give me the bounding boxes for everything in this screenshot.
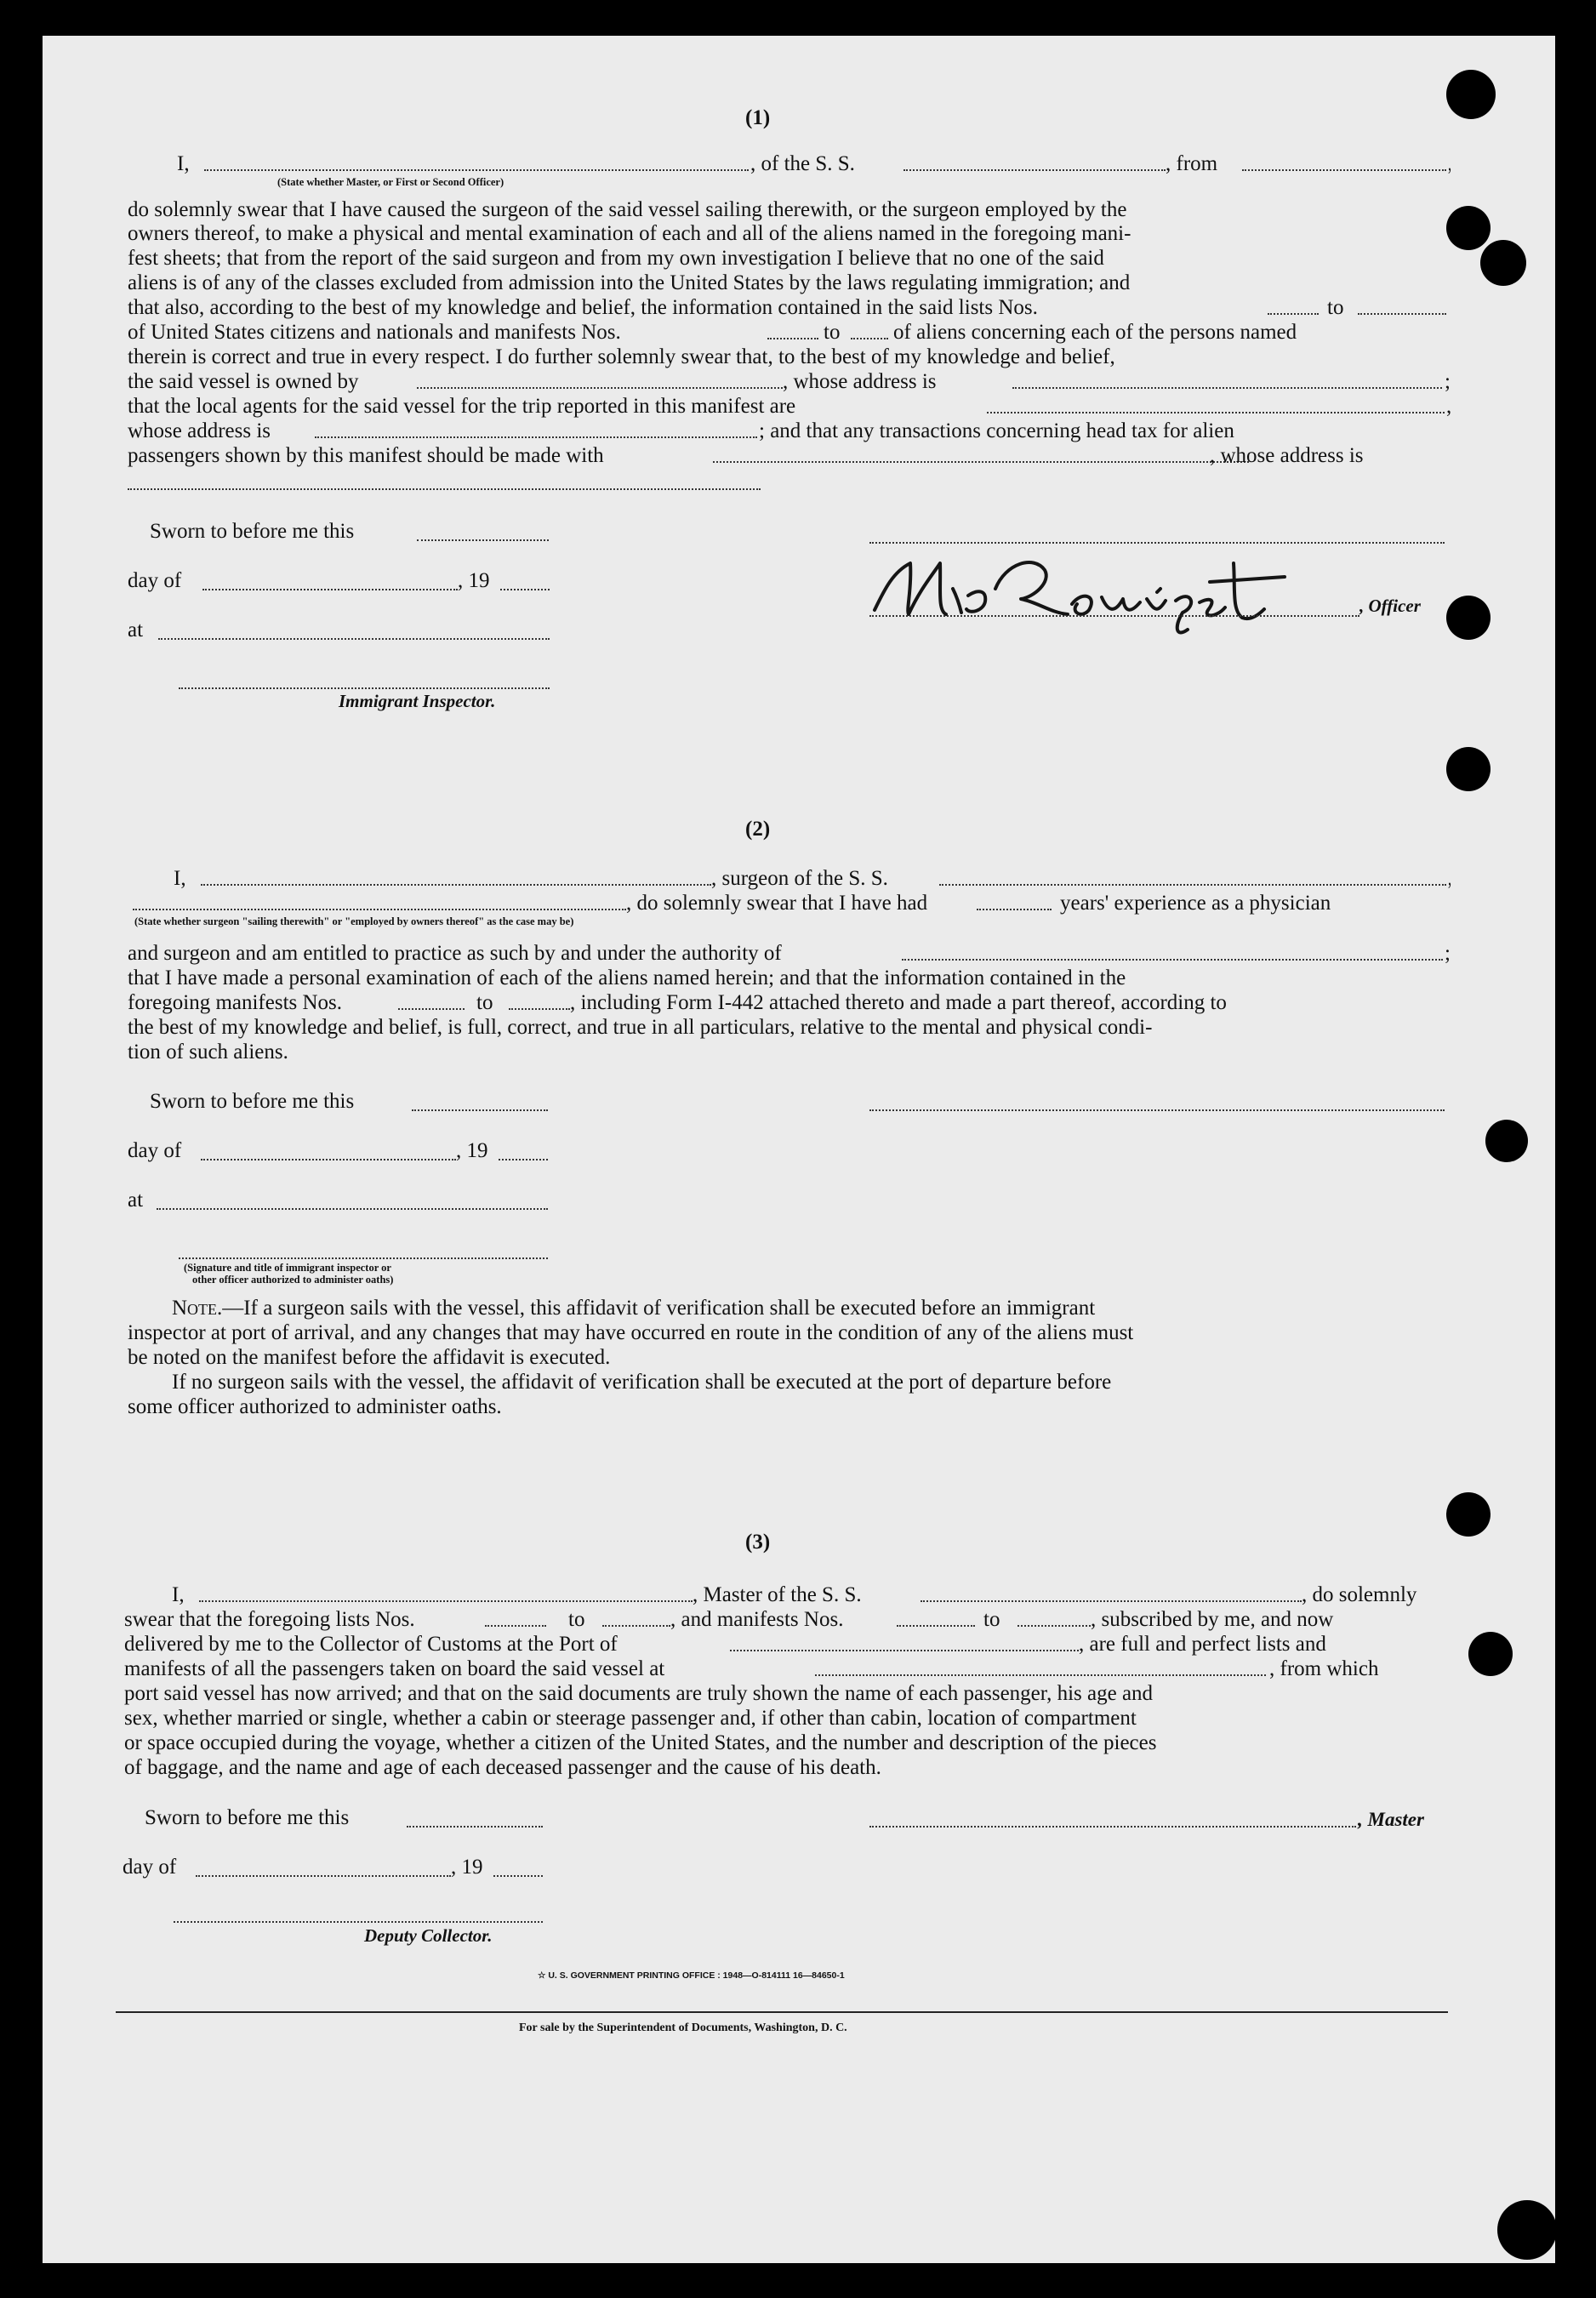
master-label: , Master — [1358, 1809, 1424, 1830]
deputy-collector-label: Deputy Collector. — [364, 1925, 493, 1946]
s3-do-solemnly: , do solemnly — [1302, 1583, 1417, 1606]
s1-sworn: Sworn to before me this — [150, 520, 355, 543]
head-tax-address-field[interactable] — [128, 488, 761, 490]
head-tax-party-field[interactable] — [713, 461, 1249, 463]
s1-line-12a: passengers shown by this manifest should be made with — [128, 444, 604, 467]
punch-hole — [1446, 206, 1491, 250]
from-port-field[interactable] — [1242, 169, 1446, 171]
s3-line-3a: delivered by me to the Collector of Customs at the Port of — [124, 1633, 618, 1656]
officer-name-field[interactable] — [204, 169, 749, 171]
s3-line-6: sex, whether married or single, whether a cabin or steerage passenger and, if other than cabin, location of compartment — [124, 1707, 1137, 1730]
master-signature-line[interactable] — [869, 1826, 1356, 1828]
officer-label: , Officer — [1359, 596, 1421, 616]
s3-line-2a: swear that the foregoing lists Nos. — [124, 1608, 415, 1631]
s1-from: , from — [1166, 152, 1218, 175]
s1-line-10b: , — [1446, 395, 1452, 418]
port-field[interactable] — [730, 1650, 1079, 1651]
for-sale-line: For sale by the Superintendent of Documents, Washington, D. C. — [519, 2021, 847, 2034]
lists-from-field[interactable] — [1268, 313, 1319, 315]
s2-vessel-field[interactable] — [939, 884, 1446, 886]
s2-manifests-to-field[interactable] — [509, 1008, 570, 1010]
s2-inspector-signature-line[interactable] — [179, 1257, 548, 1259]
s1-line-9b: , whose address is — [783, 370, 937, 393]
s3-line-4a: manifests of all the passengers taken on board the said vessel at — [124, 1657, 665, 1680]
s2-line-2b: years' experience as a physician — [1060, 892, 1331, 915]
s1-line-9a: the said vessel is owned by — [128, 370, 359, 393]
s1-line-10a: that the local agents for the said vessel for the trip reported in this manifest are — [128, 395, 796, 418]
lists-to-field[interactable] — [1358, 313, 1446, 315]
s1-line-11a: whose address is — [128, 419, 271, 442]
s3-sworn: Sworn to before me this — [145, 1806, 350, 1829]
manifests-from-field[interactable] — [767, 338, 818, 339]
surgeon-name-field[interactable] — [201, 884, 711, 886]
officer-signature-image — [859, 529, 1336, 640]
surgeon-status-field[interactable] — [133, 909, 626, 910]
section-1-number: (1) — [745, 106, 771, 129]
s2-year-field[interactable] — [499, 1159, 548, 1160]
s1-line-7-to: to — [824, 321, 841, 344]
s3-manifests-to-field[interactable] — [1017, 1625, 1091, 1627]
note-line-3: be noted on the manifest before the affidavit is executed. — [128, 1346, 611, 1369]
s1-inspector-signature-line[interactable] — [179, 687, 550, 689]
section-3-number: (3) — [745, 1531, 771, 1554]
s1-line-7a: of United States citizens and nationals and manifests Nos. — [128, 321, 621, 344]
s2-manifests-from-field[interactable] — [398, 1008, 465, 1010]
s1-of-ss: , of the S. S. — [750, 152, 855, 175]
officer-title-note: (State whether Master, or First or Second Officer) — [277, 176, 504, 188]
s3-manifests-from-field[interactable] — [897, 1625, 975, 1627]
s2-sworn-date-field[interactable] — [412, 1109, 548, 1111]
s1-line-7c: of aliens concerning each of the persons named — [893, 321, 1297, 344]
note-heading: Note. — [172, 1297, 223, 1320]
note-line-4: If no surgeon sails with the vessel, the affidavit of verification shall be executed at the port of departure before — [172, 1371, 1112, 1394]
s2-place-field[interactable] — [157, 1208, 548, 1210]
s1-line-9c: ; — [1445, 370, 1451, 393]
s1-line-5: aliens is of any of the classes excluded from admission into the United States by the laws regulating immigration; and — [128, 271, 1131, 294]
s1-at: at — [128, 619, 144, 642]
s3-month-field[interactable] — [196, 1875, 451, 1877]
s1-line-1-i: I, — [177, 152, 190, 175]
s2-line-2a: , do solemnly swear that I have had — [626, 892, 928, 915]
manifests-to-field[interactable] — [851, 338, 888, 339]
s2-line-5a: foregoing manifests Nos. — [128, 991, 343, 1014]
s3-year: , 19 — [451, 1856, 483, 1879]
form-sheet — [43, 36, 1555, 2263]
footer-rule — [116, 2011, 1448, 2013]
s1-line-8: therein is correct and true in every respect. I do further solemnly swear that, to the best of my knowledge and belief, — [128, 345, 1115, 368]
owner-address-field[interactable] — [1012, 387, 1442, 389]
owner-field[interactable] — [417, 387, 783, 389]
agents-address-field[interactable] — [315, 436, 757, 438]
note-text-1: —If a surgeon sails with the vessel, this affidavit of verification shall be executed before an immigrant — [222, 1297, 1096, 1320]
punch-hole — [1446, 1492, 1491, 1537]
years-experience-field[interactable] — [977, 909, 1052, 910]
surgeon-status-note: (State whether surgeon "sailing therewith" or "employed by owners thereof" as the case may be) — [134, 915, 574, 927]
section-2-number: (2) — [745, 818, 771, 841]
gpo-imprint: ☆ U. S. GOVERNMENT PRINTING OFFICE : 1948—O-814111 16—84650-1 — [538, 1970, 845, 1981]
punch-hole — [1468, 1632, 1513, 1676]
signature-note-line-1: (Signature and title of immigrant inspector or — [184, 1262, 391, 1274]
s1-sworn-date-field[interactable] — [417, 539, 549, 541]
s2-line-6: the best of my knowledge and belief, is full, correct, and true in all particulars, relative to the mental and physical condi- — [128, 1016, 1153, 1039]
s1-line-4: fest sheets; that from the report of the said surgeon and from my own investigation I believe that no one of the said — [128, 247, 1104, 270]
s3-line-8: of baggage, and the name and age of each deceased passenger and the cause of his death. — [124, 1756, 881, 1779]
s2-surgeon-of-ss: , surgeon of the S. S. — [711, 867, 888, 890]
s1-place-field[interactable] — [158, 638, 550, 640]
s1-year-field[interactable] — [500, 589, 550, 590]
s2-line-1-i: I, — [174, 867, 186, 890]
punch-hole — [1446, 70, 1496, 119]
s3-line-1-i: I, — [172, 1583, 185, 1606]
signature-note-line-2: other officer authorized to administer oaths) — [192, 1274, 394, 1286]
note-line-5: some officer authorized to administer oaths. — [128, 1395, 502, 1418]
s3-lists-from-field[interactable] — [485, 1625, 546, 1627]
s2-surgeon-signature-line[interactable] — [869, 1109, 1445, 1111]
s3-line-2d: to — [983, 1608, 1000, 1631]
s3-lists-to-field[interactable] — [602, 1625, 670, 1627]
boarding-port-field[interactable] — [815, 1674, 1266, 1676]
s3-line-2e: , subscribed by me, and now — [1091, 1608, 1334, 1631]
s1-line-6: that also, according to the best of my knowledge and belief, the information contained in the said lists Nos. — [128, 296, 1038, 319]
s3-year-field[interactable] — [493, 1875, 543, 1877]
s3-master-of-ss: , Master of the S. S. — [693, 1583, 862, 1606]
s3-line-2c: , and manifests Nos. — [670, 1608, 844, 1631]
s1-line-11b: ; and that any transactions concerning head tax for alien — [759, 419, 1234, 442]
s3-sworn-date-field[interactable] — [407, 1826, 543, 1828]
s1-year: , 19 — [458, 569, 490, 592]
s2-year: , 19 — [456, 1139, 488, 1162]
s1-line-2: do solemnly swear that I have caused the surgeon of the said vessel sailing therewith, or the surgeon employed by the — [128, 198, 1127, 221]
s2-month-field[interactable] — [201, 1159, 456, 1160]
officer-signature-line[interactable] — [869, 615, 1359, 617]
deputy-collector-signature-line[interactable] — [174, 1921, 543, 1923]
s3-vessel-field[interactable] — [921, 1600, 1302, 1602]
s1-line-12b: , whose address is — [1210, 444, 1364, 467]
s1-month-field[interactable] — [202, 589, 458, 590]
s2-at: at — [128, 1189, 144, 1212]
s3-line-2b: to — [568, 1608, 585, 1631]
local-agents-field[interactable] — [987, 412, 1445, 413]
punch-hole — [1497, 2200, 1557, 2260]
s3-dayof: day of — [123, 1856, 177, 1879]
s2-line-7: tion of such aliens. — [128, 1041, 288, 1063]
punch-hole — [1446, 747, 1491, 791]
s2-line-5c: , including Form I-442 attached thereto and made a part thereof, according to — [570, 991, 1227, 1014]
s3-line-5: port said vessel has now arrived; and that on the said documents are truly shown the name of each passenger, his age and — [124, 1682, 1154, 1705]
immigrant-inspector-label: Immigrant Inspector. — [339, 691, 496, 711]
s1-dayof: day of — [128, 569, 182, 592]
punch-hole — [1480, 240, 1526, 286]
note-line-2: inspector at port of arrival, and any changes that may have occurred en route in the condition of any of the aliens must — [128, 1321, 1134, 1344]
vessel-name-field[interactable] — [903, 169, 1166, 171]
s3-line-7: or space occupied during the voyage, whether a citizen of the United States, and the number and description of the pieces — [124, 1731, 1157, 1754]
s2-dayof: day of — [128, 1139, 182, 1162]
note-paragraph-1 — [172, 1296, 1095, 1321]
s2-line-5b: to — [476, 991, 493, 1014]
s2-line-4: that I have made a personal examination of each of the aliens named herein; and that the information contained in the — [128, 967, 1126, 989]
s1-line-6-to: to — [1327, 296, 1344, 319]
s2-line-3a: and surgeon and am entitled to practice as such by and under the authority of — [128, 942, 782, 965]
s1-comma: , — [1448, 152, 1452, 175]
s3-line-4b: , from which — [1269, 1657, 1379, 1680]
s1-line-3: owners thereof, to make a physical and mental examination of each and all of the aliens named in the foregoing mani- — [128, 222, 1131, 245]
master-name-field[interactable] — [199, 1600, 693, 1602]
punch-hole — [1446, 596, 1491, 640]
s2-line-3b: ; — [1445, 942, 1451, 965]
punch-hole — [1485, 1120, 1528, 1162]
s3-line-3b: , are full and perfect lists and — [1079, 1633, 1326, 1656]
practice-authority-field[interactable] — [902, 959, 1443, 961]
s2-sworn: Sworn to before me this — [150, 1090, 355, 1113]
s2-comma: , — [1448, 867, 1452, 890]
